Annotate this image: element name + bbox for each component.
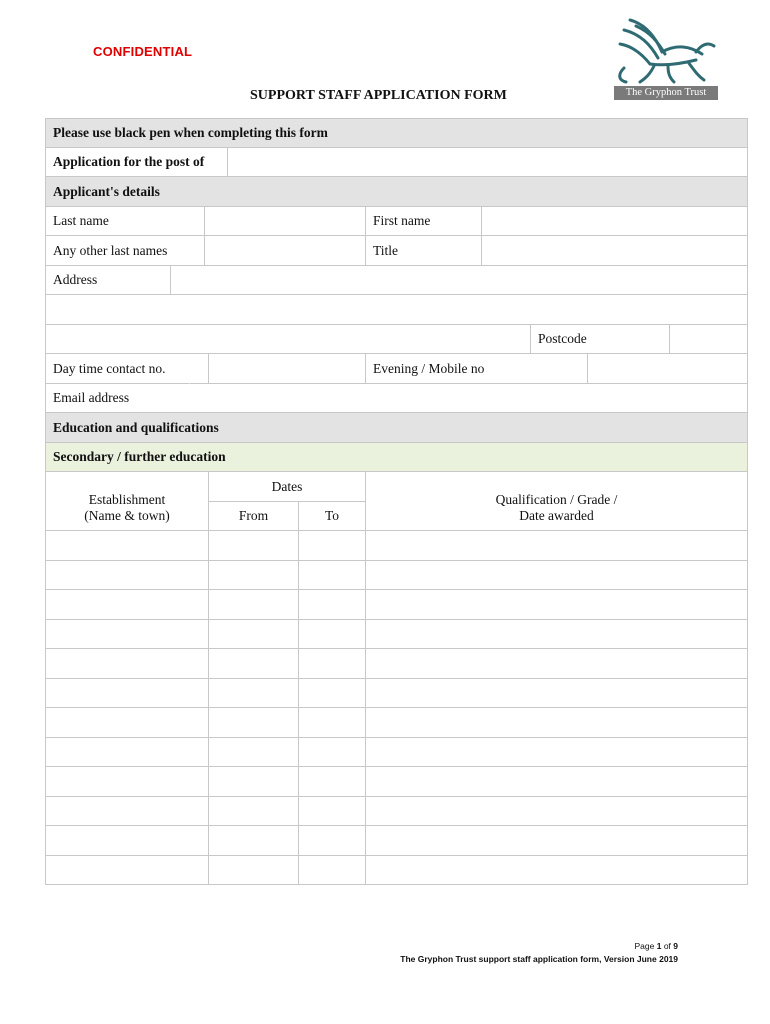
- page-current: 1: [656, 941, 662, 951]
- education-row-8-to-input[interactable]: [298, 737, 366, 767]
- page-number: [635, 941, 679, 951]
- address-input-line3[interactable]: [45, 324, 531, 354]
- post-input[interactable]: [227, 147, 748, 177]
- last-name-label: Last name: [45, 206, 205, 236]
- qualification-header: [365, 471, 748, 531]
- education-row-3-to-input[interactable]: [298, 589, 366, 620]
- education-row-12-from-input[interactable]: [208, 855, 299, 885]
- education-row-8-from-input[interactable]: [208, 737, 299, 767]
- education-row-4-qualification-input[interactable]: [365, 619, 748, 649]
- education-row-4-from-input[interactable]: [208, 619, 299, 649]
- first-name-input[interactable]: [481, 206, 748, 236]
- instruction-row: Please use black pen when completing this form: [45, 118, 748, 148]
- post-label: Application for the post of: [45, 147, 228, 177]
- evening-mobile-input[interactable]: [587, 353, 748, 384]
- postcode-input[interactable]: [669, 324, 748, 354]
- postcode-label: Postcode: [530, 324, 670, 354]
- page-prefix: Page: [634, 941, 657, 951]
- education-row-12-establishment-input[interactable]: [45, 855, 209, 885]
- education-row-8-qualification-input[interactable]: [365, 737, 748, 767]
- education-row-8-establishment-input[interactable]: [45, 737, 209, 767]
- qualification-header-sub: Date awarded: [519, 507, 594, 523]
- education-row-3-from-input[interactable]: [208, 589, 299, 620]
- education-row-5-qualification-input[interactable]: [365, 648, 748, 679]
- education-row-7-qualification-input[interactable]: [365, 707, 748, 738]
- secondary-education-header: Secondary / further education: [45, 442, 748, 472]
- form-title: SUPPORT STAFF APPLICATION FORM: [250, 88, 507, 103]
- other-last-names-input[interactable]: [204, 235, 366, 266]
- last-name-input[interactable]: [204, 206, 366, 236]
- gryphon-icon: [610, 14, 722, 88]
- page-of: of: [661, 941, 674, 951]
- education-row-6-establishment-input[interactable]: [45, 678, 209, 708]
- email-label: Email address: [45, 383, 190, 413]
- education-row-2-establishment-input[interactable]: [45, 560, 209, 590]
- education-row-2-qualification-input[interactable]: [365, 560, 748, 590]
- email-input[interactable]: [189, 383, 748, 413]
- gryphon-trust-logo: [610, 14, 722, 102]
- education-row-7-establishment-input[interactable]: [45, 707, 209, 738]
- education-row-3-qualification-input[interactable]: [365, 589, 748, 620]
- education-row-10-establishment-input[interactable]: [45, 796, 209, 826]
- establishment-header-label: Establishment: [88, 491, 166, 507]
- education-row-5-from-input[interactable]: [208, 648, 299, 679]
- to-header: To: [298, 501, 366, 531]
- education-row-2-to-input[interactable]: [298, 560, 366, 590]
- dates-header: Dates: [208, 471, 366, 502]
- first-name-label: First name: [365, 206, 482, 236]
- education-row-11-qualification-input[interactable]: [365, 825, 748, 856]
- education-row-7-from-input[interactable]: [208, 707, 299, 738]
- daytime-contact-label: Day time contact no.: [45, 353, 209, 384]
- education-row-11-establishment-input[interactable]: [45, 825, 209, 856]
- education-row-2-from-input[interactable]: [208, 560, 299, 590]
- confidential-label: CONFIDENTIAL: [93, 44, 193, 59]
- daytime-contact-input[interactable]: [208, 353, 366, 384]
- education-row-12-qualification-input[interactable]: [365, 855, 748, 885]
- page-total: 9: [673, 941, 678, 951]
- education-row-9-from-input[interactable]: [208, 766, 299, 797]
- education-row-10-qualification-input[interactable]: [365, 796, 748, 826]
- education-row-9-to-input[interactable]: [298, 766, 366, 797]
- logo-caption: The Gryphon Trust: [614, 86, 718, 100]
- education-row-4-to-input[interactable]: [298, 619, 366, 649]
- establishment-header: [45, 471, 209, 531]
- education-row-5-establishment-input[interactable]: [45, 648, 209, 679]
- address-label: Address: [45, 265, 171, 295]
- education-row-7-to-input[interactable]: [298, 707, 366, 738]
- document-version: The Gryphon Trust support staff application form, Version June 2019: [400, 954, 678, 964]
- qualification-header-label: Qualification / Grade /: [495, 491, 618, 507]
- education-row-3-establishment-input[interactable]: [45, 589, 209, 620]
- address-input-line2[interactable]: [45, 294, 748, 325]
- education-row-5-to-input[interactable]: [298, 648, 366, 679]
- education-row-1-to-input[interactable]: [298, 530, 366, 561]
- education-row-9-qualification-input[interactable]: [365, 766, 748, 797]
- education-row-10-from-input[interactable]: [208, 796, 299, 826]
- education-row-11-to-input[interactable]: [298, 825, 366, 856]
- education-row-12-to-input[interactable]: [298, 855, 366, 885]
- title-input[interactable]: [481, 235, 748, 266]
- education-header: Education and qualifications: [45, 412, 748, 443]
- applicant-details-header: Applicant's details: [45, 176, 748, 207]
- title-label: Title: [365, 235, 482, 266]
- education-row-6-qualification-input[interactable]: [365, 678, 748, 708]
- education-row-1-from-input[interactable]: [208, 530, 299, 561]
- education-row-4-establishment-input[interactable]: [45, 619, 209, 649]
- education-row-11-from-input[interactable]: [208, 825, 299, 856]
- education-row-6-from-input[interactable]: [208, 678, 299, 708]
- education-row-1-establishment-input[interactable]: [45, 530, 209, 561]
- address-input-line1[interactable]: [170, 265, 748, 295]
- other-last-names-label: Any other last names: [45, 235, 205, 266]
- education-row-1-qualification-input[interactable]: [365, 530, 748, 561]
- evening-mobile-label: Evening / Mobile no: [365, 353, 588, 384]
- from-header: From: [208, 501, 299, 531]
- education-row-10-to-input[interactable]: [298, 796, 366, 826]
- establishment-header-sub: (Name & town): [84, 507, 170, 523]
- education-row-9-establishment-input[interactable]: [45, 766, 209, 797]
- education-row-6-to-input[interactable]: [298, 678, 366, 708]
